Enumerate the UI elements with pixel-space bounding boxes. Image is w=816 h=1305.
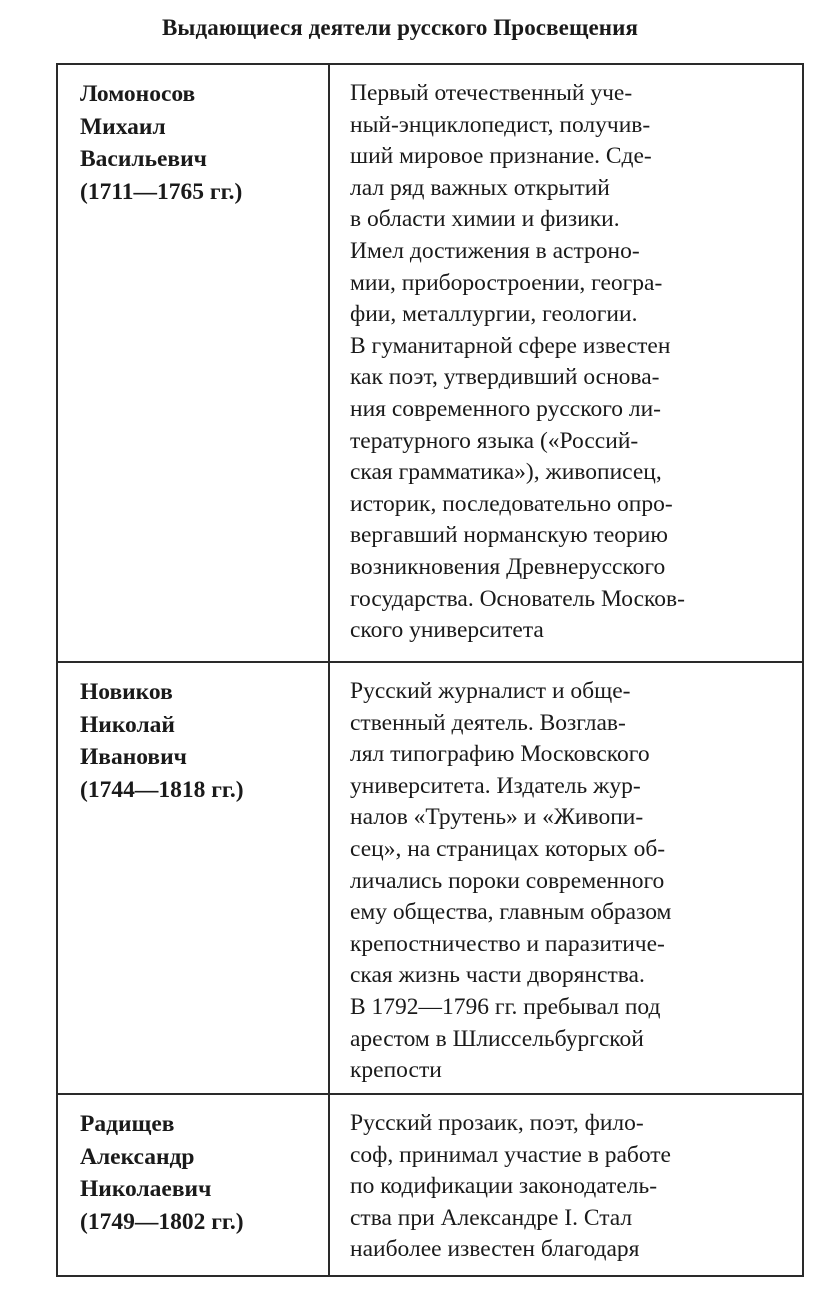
- figure-name-radishchev: Радищев Александр Николаевич (1749—1802 гг.): [80, 1111, 244, 1235]
- figure-description-novikov: Русский журналист и обще- ственный деятель. Возглав- лял типографию Московского университета. Издатель жур- налов «Трутень» и «Живопи- сец», на страницах которых об- личались пороки современного ему общества, главным образом крепостничество и паразитиче- ская жизнь части дворянства. В 1792—1796 гг. пребывал под арестом в Шлиссельбургской крепости: [350, 678, 672, 1084]
- description-cell: [329, 64, 803, 662]
- name-cell: [57, 64, 329, 662]
- figure-name-lomonosov: Ломоносов Михаил Васильевич (1711—1765 гг.): [80, 81, 243, 205]
- figure-name-novikov: Новиков Николай Иванович (1744—1818 гг.): [80, 679, 244, 803]
- table-row: [57, 1094, 803, 1276]
- document-title: Выдающиеся деятели русского Просвещения: [161, 15, 639, 40]
- name-cell: [57, 662, 329, 1094]
- description-cell: [329, 1094, 803, 1276]
- name-cell: [57, 1094, 329, 1276]
- table-row: [57, 64, 803, 662]
- figure-description-lomonosov: Первый отечественный уче- ный-энциклопедист, получив- ший мировое признание. Сде- лал ряд важных открытий в области химии и физики. Имел достижения в астроно- мии, приборостроении, геогра- фии, металлургии, геологии. В гуманитарной сфере известен как поэт, утвердивший основа- ния современного русского ли- тературного языка («Россий- ская грамматика»), живописец, историк, последовательно опро- вергавший норманскую теорию возникновения Древнерусского государства. Основатель Москов- ского университета: [350, 80, 685, 644]
- table-row: [57, 662, 803, 1094]
- description-cell: [329, 662, 803, 1094]
- enlightenment-figures-table: [56, 63, 804, 1277]
- figure-description-radishchev: Русский прозаик, поэт, фило- соф, принимал участие в работе по кодификации законодатель- ства при Александре I. Стал наиболее известен благодаря: [350, 1110, 671, 1263]
